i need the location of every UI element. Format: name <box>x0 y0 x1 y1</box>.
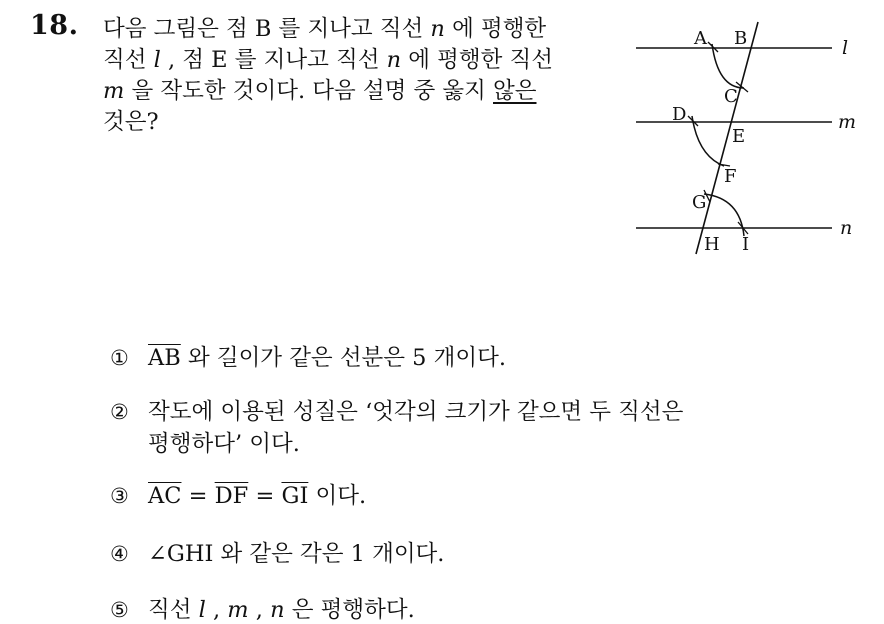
choice-marker: ⑤ <box>110 598 129 622</box>
construction-figure <box>632 16 868 260</box>
transversal-line <box>696 22 758 254</box>
choice-4[interactable]: ④ ∠GHI 와 같은 각은 1 개이다. <box>110 541 445 567</box>
problem-number: 18. <box>30 10 79 41</box>
line-label-l: l <box>842 37 849 59</box>
stem-line-2: 직선 l , 점 E 를 지나고 직선 n 에 평행한 직선 <box>103 47 553 73</box>
segment-ac: $\overline{AC}$ <box>148 483 182 509</box>
segment-gi: $\overline{GI}$ <box>281 483 309 509</box>
stem-line-4: 것은? <box>103 109 159 135</box>
point-label-d: D <box>672 104 687 125</box>
choice-5[interactable]: ⑤ 직선 l , m , n 은 평행하다. <box>110 597 415 623</box>
point-label-f: F <box>724 166 737 187</box>
point-label-i: I <box>742 234 750 255</box>
choice-2[interactable]: ② 작도에 이용된 성질은 ‘엇각의 크기가 같으면 두 직선은 평행하다’ 이다. <box>110 396 683 460</box>
point-label-a: A <box>694 28 707 49</box>
stem-line-3: m 을 작도한 것이다. 다음 설명 중 옳지 않은 <box>103 78 537 104</box>
point-label-g: G <box>692 192 707 213</box>
underlined-not: 않은 <box>493 78 537 104</box>
problem-stem <box>103 14 603 138</box>
point-label-e: E <box>732 126 746 147</box>
choice-marker: ④ <box>110 542 129 566</box>
choice-1[interactable]: ① $\overline{AB}$ 와 길이가 같은 선분은 5 개이다. <box>110 345 506 371</box>
point-label-c: C <box>724 86 738 107</box>
choice-marker: ③ <box>110 484 129 508</box>
choice-3[interactable]: ③ $\overline{AC} = \overline{DF} = \overline{GI}$ 이다. <box>110 483 367 509</box>
point-label-h: H <box>704 234 720 255</box>
line-label-m: m <box>838 111 857 133</box>
arc-d-f <box>692 116 724 166</box>
point-label-b: B <box>734 28 748 49</box>
choice-marker: ② <box>110 400 129 424</box>
line-label-n: n <box>840 217 853 239</box>
segment-ab: $\overline{AB}$ <box>148 345 181 371</box>
stem-line-1: 다음 그림은 점 B 를 지나고 직선 n 에 평행한 <box>103 16 547 42</box>
segment-df: $\overline{DF}$ <box>214 483 249 509</box>
choice-marker: ① <box>110 346 129 370</box>
